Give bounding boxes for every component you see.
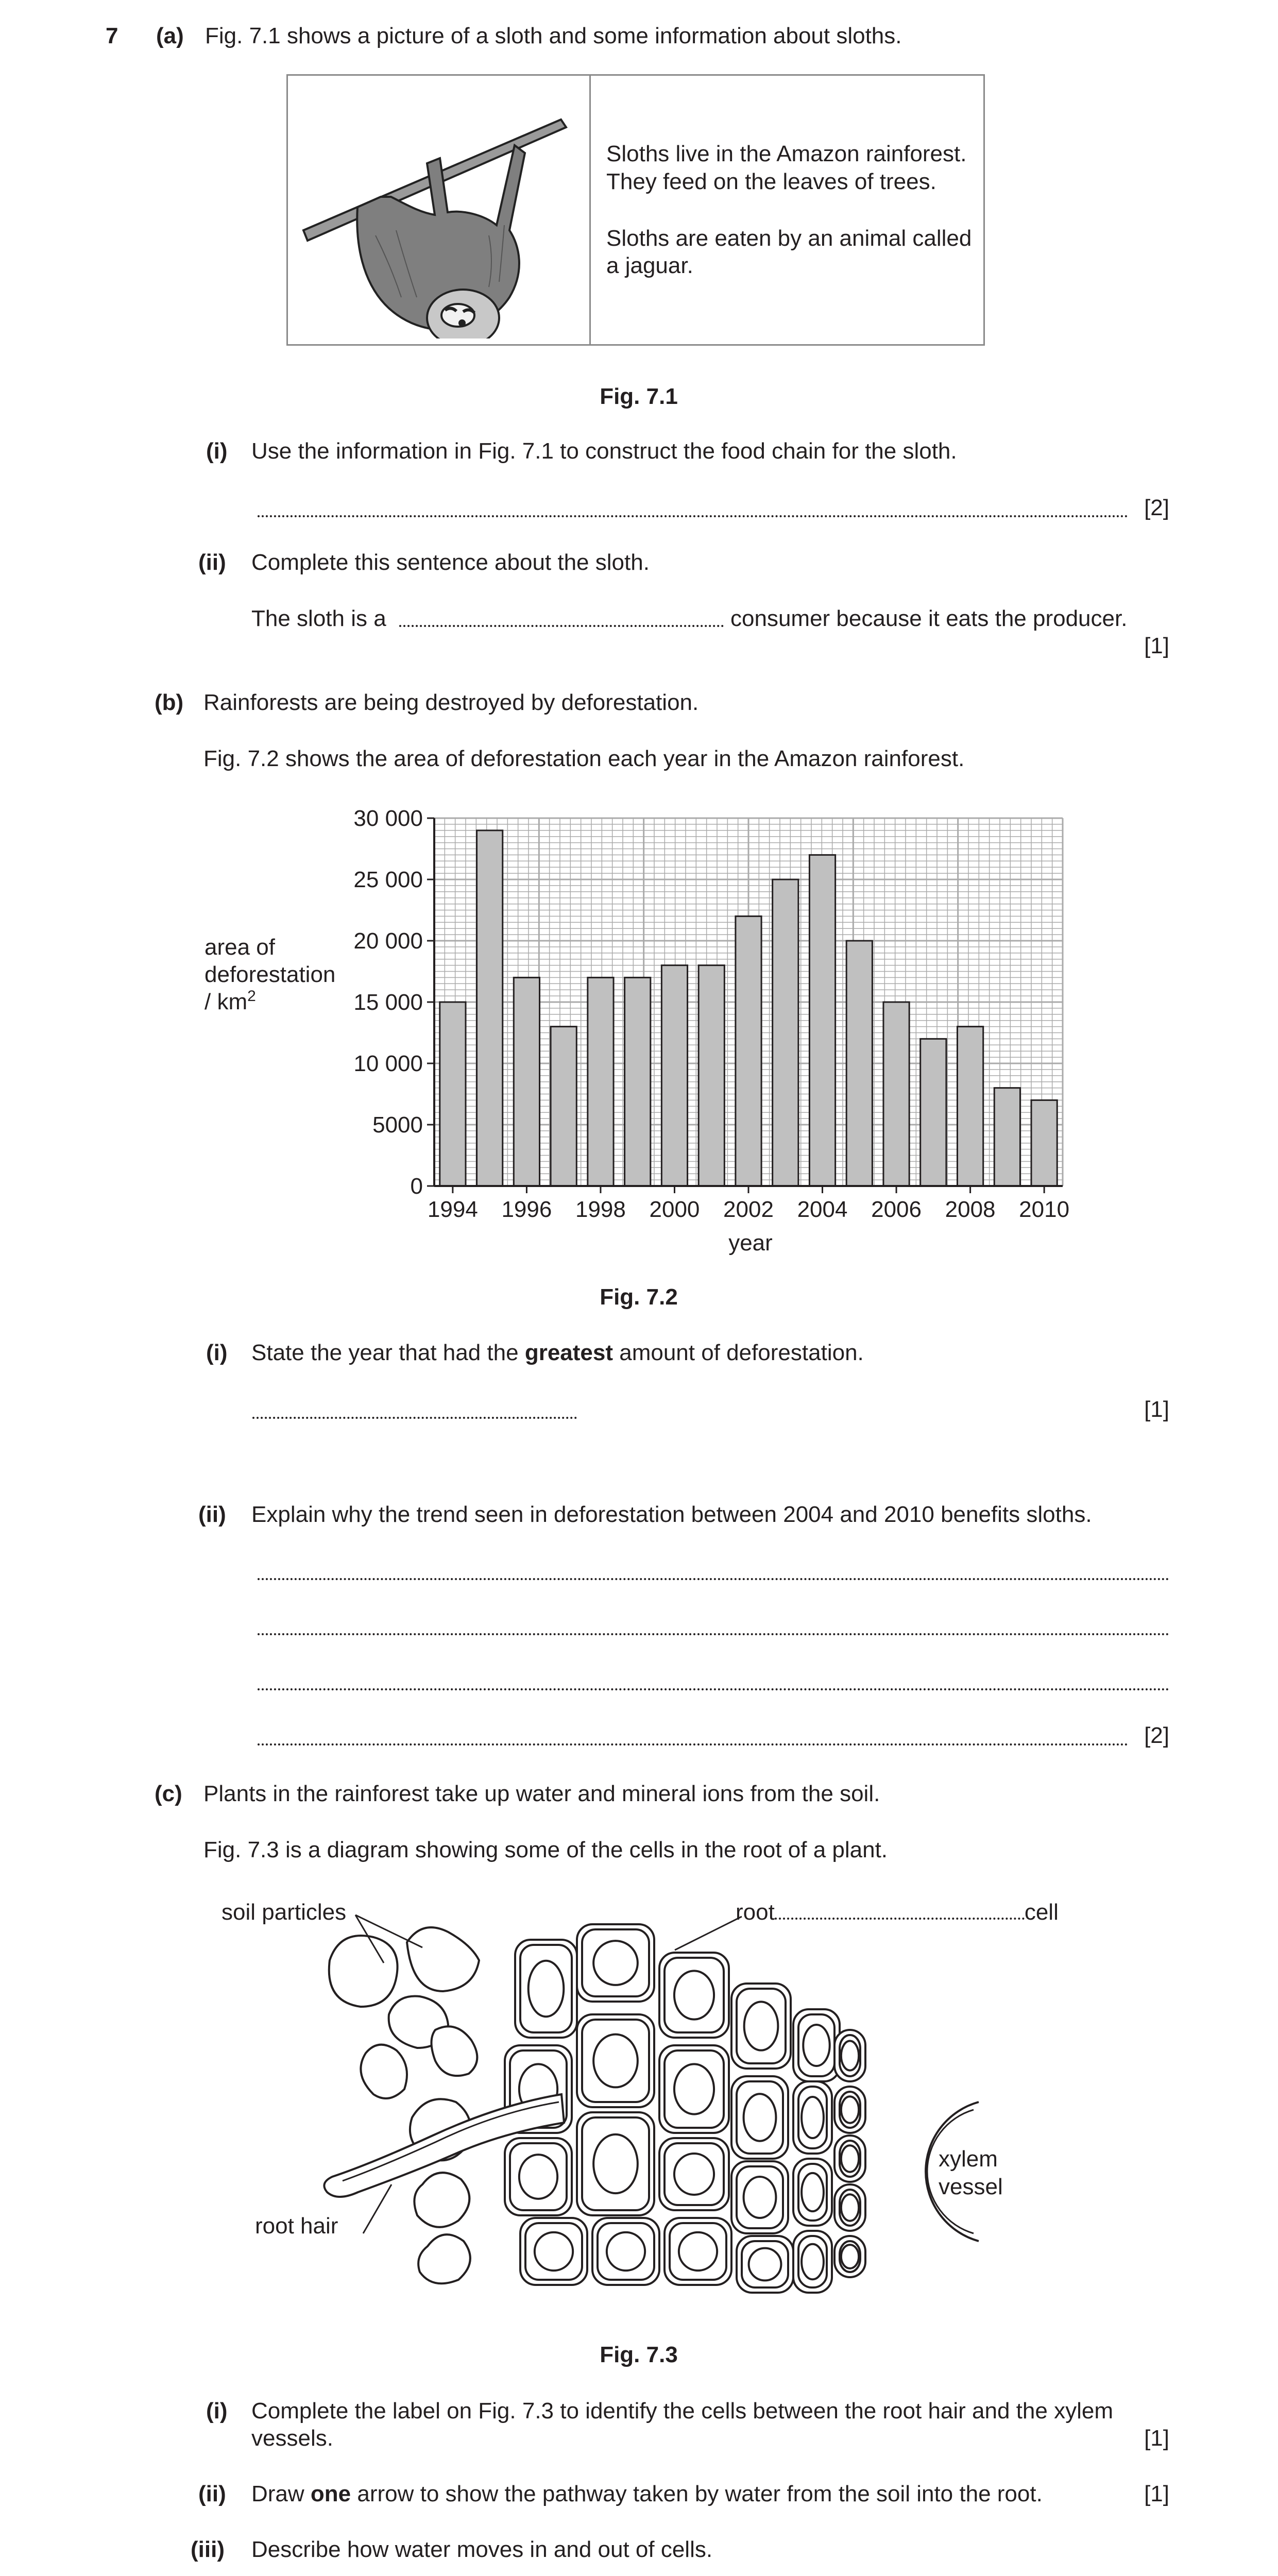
cell-vacuole bbox=[841, 2245, 859, 2268]
cell-vacuole bbox=[744, 2002, 778, 2050]
part-c-intro-2: Fig. 7.3 is a diagram showing some of the cells in the root of a plant. bbox=[203, 1837, 888, 1862]
info-line-3: Sloths are eaten by an animal called bbox=[606, 226, 972, 251]
bar-2006 bbox=[883, 1002, 909, 1186]
y-tick-label: 0 bbox=[410, 1174, 423, 1199]
c-ii-text: Draw one arrow to show the pathway taken by water from the soil into the root. bbox=[251, 2481, 1043, 2506]
cell-vacuole bbox=[841, 2096, 859, 2123]
y-tick-label: 25 000 bbox=[353, 867, 423, 892]
y-axis-label-line-3: / $km^2$ bbox=[205, 988, 256, 1014]
part-c-intro-1: Plants in the rainforest take up water and mineral ions from the soil. bbox=[203, 1781, 880, 1806]
cell-vacuole bbox=[802, 2244, 824, 2280]
y-tick-label: 20 000 bbox=[353, 928, 423, 954]
x-tick-label: 2004 bbox=[797, 1197, 848, 1222]
b-ii-text: Explain why the trend seen in deforestation between 2004 and 2010 benefits sloths. bbox=[251, 1502, 1092, 1527]
cell-vacuole bbox=[802, 2173, 824, 2211]
c-i-label: (i) bbox=[206, 2398, 228, 2424]
y-axis-label-line-1: area of bbox=[205, 935, 275, 960]
a-ii-label: (ii) bbox=[198, 550, 226, 575]
b-i-label: (i) bbox=[206, 1340, 228, 1365]
b-i-text: State the year that had the greatest amount of deforestation. bbox=[251, 1340, 864, 1365]
bar-2010 bbox=[1031, 1100, 1057, 1186]
cell-vacuole bbox=[749, 2248, 781, 2281]
c-iii-text: Describe how water moves in and out of cells. bbox=[251, 2537, 713, 2562]
part-c-label: (c) bbox=[155, 1781, 182, 1806]
part-b-label: (b) bbox=[155, 690, 184, 715]
part-b-intro-2: Fig. 7.2 shows the area of deforestation each year in the Amazon rainforest. bbox=[203, 746, 965, 771]
y-tick-label: 15 000 bbox=[353, 990, 423, 1015]
b-ii-label: (ii) bbox=[198, 1502, 226, 1527]
cell-vacuole bbox=[802, 2097, 824, 2138]
x-tick-label: 1998 bbox=[575, 1197, 626, 1222]
bar-2002 bbox=[736, 916, 761, 1186]
cell-vacuole bbox=[529, 1961, 564, 2017]
c-i-line-2: vessels. bbox=[251, 2426, 333, 2451]
a-i-marks: [2] bbox=[1144, 495, 1169, 520]
c-iii-label: (iii) bbox=[191, 2537, 225, 2562]
cell-vacuole bbox=[593, 2134, 638, 2193]
x-tick-label: 2002 bbox=[723, 1197, 774, 1222]
bar-2007 bbox=[921, 1039, 946, 1186]
x-tick-label: 2008 bbox=[945, 1197, 996, 1222]
y-tick-label: 5000 bbox=[372, 1112, 423, 1138]
bar-1999 bbox=[625, 977, 651, 1186]
cell-vacuole bbox=[674, 2064, 714, 2114]
a-i-text: Use the information in Fig. 7.1 to construct the food chain for the sloth. bbox=[251, 438, 957, 464]
x-tick-label: 2006 bbox=[871, 1197, 922, 1222]
b-i-answer-line[interactable] bbox=[252, 1417, 577, 1419]
cell-vacuole bbox=[519, 2155, 557, 2199]
bar-2001 bbox=[698, 965, 724, 1186]
x-tick-label: 1996 bbox=[501, 1197, 552, 1222]
bar-1994 bbox=[440, 1002, 466, 1186]
b-ii-answer-line-3[interactable] bbox=[258, 1688, 1169, 1690]
c-ii-marks: [1] bbox=[1144, 2481, 1169, 2506]
a-ii-sentence-start: The sloth is a bbox=[251, 606, 386, 631]
b-ii-answer-line-4[interactable] bbox=[258, 1743, 1128, 1745]
root-cells-diagram bbox=[0, 1875, 1278, 2298]
sloth-image bbox=[293, 81, 582, 338]
cell-vacuole bbox=[674, 2154, 714, 2195]
c-i-marks: [1] bbox=[1144, 2426, 1169, 2451]
c-i-line-1: Complete the label on Fig. 7.3 to identify the cells between the root hair and the xylem bbox=[251, 2398, 1113, 2424]
a-ii-sentence-end: consumer because it eats the producer. bbox=[730, 606, 1128, 631]
bar-2008 bbox=[957, 1027, 983, 1186]
b-ii-marks: [2] bbox=[1144, 1723, 1169, 1748]
bar-2005 bbox=[846, 941, 872, 1186]
cell-vacuole bbox=[674, 1971, 714, 2019]
bar-1996 bbox=[514, 977, 539, 1186]
fig-7-1-box bbox=[286, 74, 985, 346]
a-i-label: (i) bbox=[206, 438, 228, 464]
label-root-hair: root hair bbox=[255, 2213, 338, 2239]
c-ii-label: (ii) bbox=[198, 2481, 226, 2506]
cell-vacuole bbox=[841, 2145, 859, 2172]
label-xylem-line-2: vessel bbox=[939, 2174, 1003, 2199]
bar-1997 bbox=[551, 1027, 576, 1186]
cell-vacuole bbox=[679, 2232, 717, 2270]
fig-7-3-caption: Fig. 7.3 bbox=[600, 2342, 678, 2367]
x-tick-label: 2010 bbox=[1019, 1197, 1070, 1222]
part-b-intro-1: Rainforests are being destroyed by deforestation. bbox=[203, 690, 699, 715]
root-cell-answer-blank[interactable] bbox=[775, 1902, 1025, 1920]
cell-vacuole bbox=[841, 2194, 859, 2221]
question-number: 7 bbox=[106, 23, 118, 48]
cell-vacuole bbox=[593, 2035, 638, 2088]
fig-7-2-caption: Fig. 7.2 bbox=[600, 1284, 678, 1310]
label-soil-particles: soil particles bbox=[221, 1900, 347, 1925]
bar-2004 bbox=[809, 855, 835, 1186]
bar-1995 bbox=[477, 831, 503, 1186]
x-tick-label: 1994 bbox=[427, 1197, 478, 1222]
b-ii-answer-line-2[interactable] bbox=[258, 1633, 1169, 1635]
y-tick-label: 30 000 bbox=[353, 806, 423, 831]
cell-vacuole bbox=[744, 2094, 776, 2141]
cell-vacuole bbox=[607, 2232, 645, 2270]
label-xylem-line-1: xylem bbox=[939, 2146, 998, 2172]
bar-2003 bbox=[773, 879, 798, 1186]
label-root-cell: root cell bbox=[736, 1900, 1059, 1925]
cell-vacuole bbox=[535, 2232, 573, 2270]
fig-7-1-divider bbox=[589, 76, 591, 344]
info-line-4: a jaguar. bbox=[606, 253, 693, 278]
cell-vacuole bbox=[841, 2041, 859, 2070]
bar-1998 bbox=[588, 977, 614, 1186]
b-i-marks: [1] bbox=[1144, 1397, 1169, 1422]
cell-vacuole bbox=[744, 2177, 776, 2218]
b-ii-answer-line-1[interactable] bbox=[258, 1578, 1169, 1580]
info-line-1: Sloths live in the Amazon rainforest. bbox=[606, 141, 967, 166]
info-line-2: They feed on the leaves of trees. bbox=[606, 169, 936, 194]
fig-7-1-caption: Fig. 7.1 bbox=[600, 384, 678, 409]
bar-2000 bbox=[661, 965, 687, 1186]
bar-2009 bbox=[994, 1088, 1020, 1186]
x-axis-label: year bbox=[728, 1230, 773, 1256]
y-axis-label-superscript: 2 bbox=[247, 988, 256, 1005]
a-ii-marks: [1] bbox=[1144, 633, 1169, 658]
a-ii-answer-line[interactable] bbox=[399, 625, 724, 627]
cell-vacuole bbox=[593, 1941, 638, 1985]
x-tick-label: 2000 bbox=[649, 1197, 700, 1222]
deforestation-bar-chart bbox=[0, 793, 1278, 1309]
a-ii-text: Complete this sentence about the sloth. bbox=[251, 550, 650, 575]
a-i-answer-line[interactable] bbox=[258, 515, 1128, 517]
cell-vacuole bbox=[803, 2025, 829, 2066]
part-a-intro: Fig. 7.1 shows a picture of a sloth and some information about sloths. bbox=[205, 23, 902, 48]
part-a-label: (a) bbox=[156, 23, 184, 48]
y-tick-label: 10 000 bbox=[353, 1051, 423, 1076]
y-axis-label-line-2: deforestation bbox=[205, 962, 336, 987]
